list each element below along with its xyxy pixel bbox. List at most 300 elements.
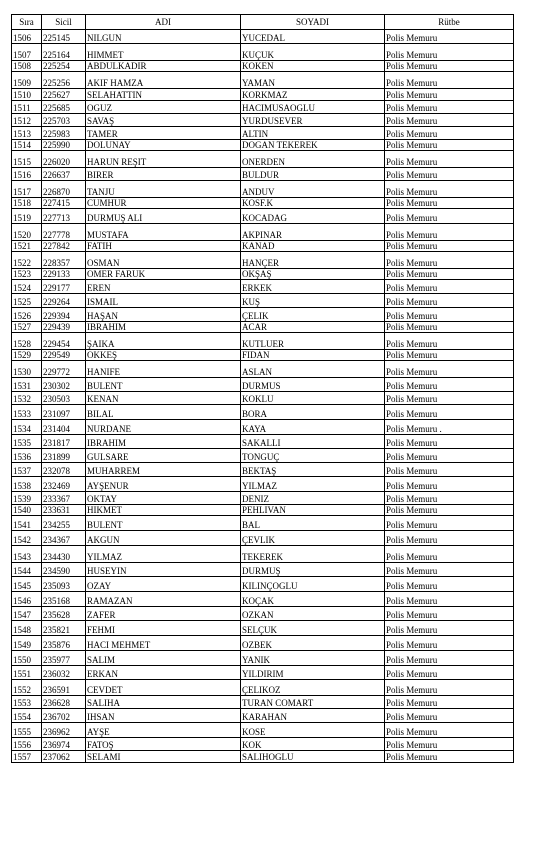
- cell-rutbe: Polis Memuru: [385, 280, 514, 294]
- column-header-sicil: Sicil: [42, 15, 86, 30]
- cell-adi: SELAMI: [86, 751, 241, 763]
- cell-sira: 1510: [12, 89, 42, 101]
- cell-sira: 1541: [12, 516, 42, 531]
- cell-sicil: 235876: [42, 636, 86, 651]
- cell-sicil: 231404: [42, 420, 86, 435]
- cell-sicil: 226020: [42, 151, 86, 168]
- column-header-sira: Sıra: [12, 15, 42, 30]
- cell-soyadi: KANAD: [241, 241, 385, 252]
- cell-soyadi: ÇELIK: [241, 308, 385, 322]
- cell-sira: 1525: [12, 294, 42, 308]
- cell-adi: EREN: [86, 280, 241, 294]
- cell-sicil: 237062: [42, 751, 86, 763]
- cell-rutbe: Polis Memuru .: [385, 420, 514, 435]
- table-row: [12, 405, 514, 420]
- cell-rutbe: Polis Memuru: [385, 435, 514, 449]
- cell-sicil: 234590: [42, 563, 86, 577]
- cell-rutbe: Polis Memuru: [385, 168, 514, 181]
- cell-adi: HAŞAN: [86, 308, 241, 322]
- cell-sicil: 225983: [42, 127, 86, 140]
- cell-soyadi: SELÇUK: [241, 621, 385, 636]
- cell-sicil: 229439: [42, 322, 86, 333]
- table-row: [12, 168, 514, 181]
- cell-soyadi: YUCEDAL: [241, 30, 385, 44]
- cell-sira: 1552: [12, 680, 42, 696]
- cell-sira: 1521: [12, 241, 42, 252]
- cell-sicil: 230503: [42, 392, 86, 405]
- cell-soyadi: TURAN COMART: [241, 696, 385, 709]
- cell-sicil: 227713: [42, 209, 86, 224]
- cell-rutbe: Polis Memuru: [385, 577, 514, 592]
- cell-rutbe: Polis Memuru: [385, 209, 514, 224]
- cell-rutbe: Polis Memuru: [385, 392, 514, 405]
- table-row: [12, 392, 514, 405]
- cell-sicil: 225703: [42, 114, 86, 127]
- cell-adi: OZAY: [86, 577, 241, 592]
- cell-soyadi: KOÇAK: [241, 592, 385, 607]
- table-row: [12, 333, 514, 350]
- cell-sicil: 228357: [42, 252, 86, 269]
- cell-rutbe: Polis Memuru: [385, 224, 514, 241]
- table-row: [12, 61, 514, 72]
- table-row: [12, 666, 514, 680]
- cell-rutbe: Polis Memuru: [385, 505, 514, 516]
- personnel-table: [11, 14, 514, 763]
- cell-rutbe: Polis Memuru: [385, 405, 514, 420]
- cell-sira: 1551: [12, 666, 42, 680]
- cell-rutbe: Polis Memuru: [385, 492, 514, 505]
- cell-adi: HARUN REŞIT: [86, 151, 241, 168]
- cell-sira: 1516: [12, 168, 42, 181]
- cell-adi: AKIF HAMZA: [86, 72, 241, 89]
- cell-soyadi: ÇELIKOZ: [241, 680, 385, 696]
- cell-rutbe: Polis Memuru: [385, 531, 514, 546]
- cell-sira: 1514: [12, 140, 42, 151]
- table-row: [12, 252, 514, 269]
- cell-rutbe: Polis Memuru: [385, 607, 514, 621]
- cell-sira: 1538: [12, 477, 42, 492]
- cell-rutbe: Polis Memuru: [385, 546, 514, 563]
- cell-sicil: 235628: [42, 607, 86, 621]
- cell-sicil: 229394: [42, 308, 86, 322]
- cell-rutbe: Polis Memuru: [385, 308, 514, 322]
- cell-adi: YILMAZ: [86, 546, 241, 563]
- cell-sira: 1537: [12, 463, 42, 477]
- cell-soyadi: OZBEK: [241, 636, 385, 651]
- cell-sira: 1553: [12, 696, 42, 709]
- cell-rutbe: Polis Memuru: [385, 738, 514, 751]
- cell-soyadi: DURMUŞ: [241, 563, 385, 577]
- table-row: [12, 449, 514, 463]
- cell-sicil: 234255: [42, 516, 86, 531]
- cell-sira: 1547: [12, 607, 42, 621]
- cell-sira: 1536: [12, 449, 42, 463]
- cell-sira: 1531: [12, 378, 42, 392]
- table-row: [12, 751, 514, 763]
- table-row: [12, 680, 514, 696]
- cell-rutbe: Polis Memuru: [385, 378, 514, 392]
- cell-sira: 1539: [12, 492, 42, 505]
- table-row: [12, 101, 514, 114]
- cell-soyadi: BAL: [241, 516, 385, 531]
- cell-adi: SAVAŞ: [86, 114, 241, 127]
- cell-soyadi: FIDAN: [241, 350, 385, 361]
- cell-rutbe: Polis Memuru: [385, 252, 514, 269]
- cell-soyadi: AKPINAR: [241, 224, 385, 241]
- table-row: [12, 477, 514, 492]
- cell-sira: 1527: [12, 322, 42, 333]
- cell-adi: ABDULKADIR: [86, 61, 241, 72]
- cell-adi: BULENT: [86, 516, 241, 531]
- cell-sira: 1535: [12, 435, 42, 449]
- cell-adi: SALIHA: [86, 696, 241, 709]
- cell-adi: OMER FARUK: [86, 269, 241, 280]
- cell-adi: BULENT: [86, 378, 241, 392]
- cell-rutbe: Polis Memuru: [385, 636, 514, 651]
- cell-rutbe: Polis Memuru: [385, 516, 514, 531]
- cell-adi: NURDANE: [86, 420, 241, 435]
- cell-soyadi: DURMUS: [241, 378, 385, 392]
- cell-rutbe: Polis Memuru: [385, 592, 514, 607]
- cell-soyadi: KOSF.K: [241, 198, 385, 209]
- cell-sicil: 229177: [42, 280, 86, 294]
- cell-soyadi: SALIHOGLU: [241, 751, 385, 763]
- cell-rutbe: Polis Memuru: [385, 114, 514, 127]
- cell-sicil: 231899: [42, 449, 86, 463]
- cell-sicil: 227415: [42, 198, 86, 209]
- cell-adi: DURMUŞ ALI: [86, 209, 241, 224]
- cell-sira: 1512: [12, 114, 42, 127]
- table-row: [12, 723, 514, 738]
- cell-adi: FATOŞ: [86, 738, 241, 751]
- cell-sicil: 229264: [42, 294, 86, 308]
- cell-rutbe: Polis Memuru: [385, 89, 514, 101]
- cell-rutbe: Polis Memuru: [385, 361, 514, 378]
- column-header-adi: ADI: [86, 15, 241, 30]
- cell-adi: BILAL: [86, 405, 241, 420]
- table-row: [12, 378, 514, 392]
- cell-sicil: 232078: [42, 463, 86, 477]
- cell-rutbe: Polis Memuru: [385, 241, 514, 252]
- cell-sicil: 226637: [42, 168, 86, 181]
- cell-soyadi: KOSE: [241, 723, 385, 738]
- table-row: [12, 435, 514, 449]
- table-row: [12, 308, 514, 322]
- cell-sira: 1556: [12, 738, 42, 751]
- cell-sira: 1509: [12, 72, 42, 89]
- cell-rutbe: Polis Memuru: [385, 666, 514, 680]
- cell-soyadi: KOKEN: [241, 61, 385, 72]
- cell-soyadi: ANDUV: [241, 181, 385, 198]
- cell-adi: ŞAIKA: [86, 333, 241, 350]
- table-row: [12, 636, 514, 651]
- table-row: [12, 505, 514, 516]
- cell-adi: MUHARREM: [86, 463, 241, 477]
- table-row: [12, 621, 514, 636]
- cell-sira: 1517: [12, 181, 42, 198]
- cell-rutbe: Polis Memuru: [385, 322, 514, 333]
- cell-sira: 1518: [12, 198, 42, 209]
- cell-sira: 1554: [12, 709, 42, 723]
- cell-soyadi: OKŞAŞ: [241, 269, 385, 280]
- cell-soyadi: BORA: [241, 405, 385, 420]
- cell-sicil: 236962: [42, 723, 86, 738]
- cell-sicil: 225254: [42, 61, 86, 72]
- cell-rutbe: Polis Memuru: [385, 101, 514, 114]
- cell-adi: AYŞE: [86, 723, 241, 738]
- cell-sicil: 225685: [42, 101, 86, 114]
- cell-rutbe: Polis Memuru: [385, 30, 514, 44]
- cell-soyadi: ALTIN: [241, 127, 385, 140]
- cell-sicil: 225164: [42, 44, 86, 61]
- table-row: [12, 563, 514, 577]
- cell-sicil: 233631: [42, 505, 86, 516]
- cell-rutbe: Polis Memuru: [385, 44, 514, 61]
- cell-soyadi: YILMAZ: [241, 477, 385, 492]
- table-row: [12, 294, 514, 308]
- cell-sicil: 234430: [42, 546, 86, 563]
- cell-sira: 1529: [12, 350, 42, 361]
- cell-soyadi: DOGAN TEKEREK: [241, 140, 385, 151]
- cell-adi: HIMMET: [86, 44, 241, 61]
- cell-adi: KENAN: [86, 392, 241, 405]
- cell-sira: 1519: [12, 209, 42, 224]
- table-row: [12, 322, 514, 333]
- table-row: [12, 350, 514, 361]
- cell-soyadi: OZKAN: [241, 607, 385, 621]
- table-row: [12, 577, 514, 592]
- cell-rutbe: Polis Memuru: [385, 181, 514, 198]
- cell-sira: 1548: [12, 621, 42, 636]
- cell-sicil: 236628: [42, 696, 86, 709]
- table-row: [12, 89, 514, 101]
- cell-soyadi: HACIMUSAOGLU: [241, 101, 385, 114]
- cell-sicil: 234367: [42, 531, 86, 546]
- cell-adi: AYŞENUR: [86, 477, 241, 492]
- cell-sicil: 235168: [42, 592, 86, 607]
- cell-sira: 1533: [12, 405, 42, 420]
- cell-adi: HACI MEHMET: [86, 636, 241, 651]
- cell-adi: OKKEŞ: [86, 350, 241, 361]
- cell-adi: HANIFE: [86, 361, 241, 378]
- cell-adi: OSMAN: [86, 252, 241, 269]
- cell-soyadi: KILINÇOGLU: [241, 577, 385, 592]
- cell-sira: 1513: [12, 127, 42, 140]
- header-row: [12, 15, 514, 30]
- cell-sicil: 229133: [42, 269, 86, 280]
- cell-adi: TANJU: [86, 181, 241, 198]
- cell-adi: SELAHATTIN: [86, 89, 241, 101]
- cell-adi: ISMAIL: [86, 294, 241, 308]
- cell-adi: CUMHUR: [86, 198, 241, 209]
- table-row: [12, 607, 514, 621]
- cell-rutbe: Polis Memuru: [385, 621, 514, 636]
- table-row: [12, 30, 514, 44]
- cell-soyadi: BULDUR: [241, 168, 385, 181]
- cell-sicil: 235821: [42, 621, 86, 636]
- cell-rutbe: Polis Memuru: [385, 72, 514, 89]
- cell-adi: IBRAHIM: [86, 435, 241, 449]
- cell-rutbe: Polis Memuru: [385, 563, 514, 577]
- cell-adi: CEVDET: [86, 680, 241, 696]
- cell-adi: FATIH: [86, 241, 241, 252]
- cell-sira: 1520: [12, 224, 42, 241]
- cell-sira: 1534: [12, 420, 42, 435]
- cell-sicil: 231817: [42, 435, 86, 449]
- cell-sicil: 229549: [42, 350, 86, 361]
- cell-adi: DOLUNAY: [86, 140, 241, 151]
- cell-rutbe: Polis Memuru: [385, 151, 514, 168]
- cell-adi: AKGUN: [86, 531, 241, 546]
- cell-sira: 1528: [12, 333, 42, 350]
- cell-rutbe: Polis Memuru: [385, 449, 514, 463]
- cell-adi: TAMER: [86, 127, 241, 140]
- cell-adi: OKTAY: [86, 492, 241, 505]
- cell-soyadi: BEKTAŞ: [241, 463, 385, 477]
- cell-soyadi: ERKEK: [241, 280, 385, 294]
- cell-rutbe: Polis Memuru: [385, 696, 514, 709]
- cell-sira: 1546: [12, 592, 42, 607]
- cell-adi: MUSTAFA: [86, 224, 241, 241]
- cell-soyadi: KOKLU: [241, 392, 385, 405]
- cell-sira: 1522: [12, 252, 42, 269]
- cell-soyadi: PEHLIVAN: [241, 505, 385, 516]
- cell-soyadi: KORKMAZ: [241, 89, 385, 101]
- cell-sicil: 235977: [42, 651, 86, 666]
- cell-sira: 1532: [12, 392, 42, 405]
- cell-sira: 1508: [12, 61, 42, 72]
- table-row: [12, 140, 514, 151]
- cell-soyadi: KUŞ: [241, 294, 385, 308]
- cell-rutbe: Polis Memuru: [385, 294, 514, 308]
- cell-soyadi: YAMAN: [241, 72, 385, 89]
- cell-sicil: 225145: [42, 30, 86, 44]
- cell-sira: 1557: [12, 751, 42, 763]
- cell-sira: 1540: [12, 505, 42, 516]
- table-row: [12, 114, 514, 127]
- cell-soyadi: YURDUSEVER: [241, 114, 385, 127]
- cell-sira: 1555: [12, 723, 42, 738]
- cell-adi: OGUZ: [86, 101, 241, 114]
- cell-sira: 1543: [12, 546, 42, 563]
- cell-sicil: 227842: [42, 241, 86, 252]
- cell-soyadi: KAYA: [241, 420, 385, 435]
- cell-sira: 1515: [12, 151, 42, 168]
- table-row: [12, 738, 514, 751]
- table-row: [12, 127, 514, 140]
- cell-sira: 1544: [12, 563, 42, 577]
- table-row: [12, 151, 514, 168]
- table-row: [12, 209, 514, 224]
- cell-sicil: 236591: [42, 680, 86, 696]
- table-row: [12, 44, 514, 61]
- cell-soyadi: KARAHAN: [241, 709, 385, 723]
- cell-sicil: 225256: [42, 72, 86, 89]
- cell-sira: 1550: [12, 651, 42, 666]
- cell-rutbe: Polis Memuru: [385, 198, 514, 209]
- cell-soyadi: TONGUÇ: [241, 449, 385, 463]
- table-row: [12, 181, 514, 198]
- table-row: [12, 420, 514, 435]
- cell-sicil: 226870: [42, 181, 86, 198]
- cell-soyadi: DENIZ: [241, 492, 385, 505]
- cell-soyadi: TEKEREK: [241, 546, 385, 563]
- cell-sicil: 236032: [42, 666, 86, 680]
- cell-sicil: 225627: [42, 89, 86, 101]
- cell-soyadi: ONERDEN: [241, 151, 385, 168]
- cell-rutbe: Polis Memuru: [385, 333, 514, 350]
- cell-adi: HUSEYIN: [86, 563, 241, 577]
- table-row: [12, 651, 514, 666]
- table-row: [12, 709, 514, 723]
- cell-adi: SALIM: [86, 651, 241, 666]
- cell-sira: 1542: [12, 531, 42, 546]
- table-row: [12, 492, 514, 505]
- cell-sira: 1523: [12, 269, 42, 280]
- cell-sicil: 235093: [42, 577, 86, 592]
- cell-sira: 1507: [12, 44, 42, 61]
- cell-rutbe: Polis Memuru: [385, 709, 514, 723]
- cell-adi: ERKAN: [86, 666, 241, 680]
- cell-sicil: 225990: [42, 140, 86, 151]
- cell-sira: 1530: [12, 361, 42, 378]
- cell-sicil: 227778: [42, 224, 86, 241]
- cell-adi: IBRAHIM: [86, 322, 241, 333]
- cell-adi: HIKMET: [86, 505, 241, 516]
- cell-sira: 1549: [12, 636, 42, 651]
- table-row: [12, 72, 514, 89]
- table-header: [12, 15, 514, 30]
- cell-sira: 1545: [12, 577, 42, 592]
- table-row: [12, 280, 514, 294]
- cell-adi: IHSAN: [86, 709, 241, 723]
- cell-soyadi: KUTLUER: [241, 333, 385, 350]
- cell-rutbe: Polis Memuru: [385, 269, 514, 280]
- cell-soyadi: KUÇUK: [241, 44, 385, 61]
- table-row: [12, 463, 514, 477]
- cell-adi: GULSARE: [86, 449, 241, 463]
- table-row: [12, 224, 514, 241]
- cell-soyadi: YILDIRIM: [241, 666, 385, 680]
- cell-rutbe: Polis Memuru: [385, 140, 514, 151]
- table-row: [12, 516, 514, 531]
- cell-rutbe: Polis Memuru: [385, 723, 514, 738]
- cell-rutbe: Polis Memuru: [385, 61, 514, 72]
- cell-sira: 1511: [12, 101, 42, 114]
- cell-adi: FEHMI: [86, 621, 241, 636]
- cell-soyadi: ASLAN: [241, 361, 385, 378]
- table-row: [12, 269, 514, 280]
- cell-sicil: 229454: [42, 333, 86, 350]
- cell-sicil: 236974: [42, 738, 86, 751]
- cell-soyadi: ACAR: [241, 322, 385, 333]
- cell-adi: ZAFER: [86, 607, 241, 621]
- cell-sicil: 233367: [42, 492, 86, 505]
- cell-sicil: 230302: [42, 378, 86, 392]
- cell-soyadi: ÇEVLIK: [241, 531, 385, 546]
- column-header-soyadi: SOYADI: [241, 15, 385, 30]
- cell-sicil: 231097: [42, 405, 86, 420]
- cell-rutbe: Polis Memuru: [385, 751, 514, 763]
- cell-sira: 1526: [12, 308, 42, 322]
- cell-rutbe: Polis Memuru: [385, 350, 514, 361]
- table-row: [12, 361, 514, 378]
- cell-soyadi: KOK: [241, 738, 385, 751]
- cell-sicil: 232469: [42, 477, 86, 492]
- cell-soyadi: SAKALLI: [241, 435, 385, 449]
- table-body: [12, 30, 514, 763]
- cell-rutbe: Polis Memuru: [385, 127, 514, 140]
